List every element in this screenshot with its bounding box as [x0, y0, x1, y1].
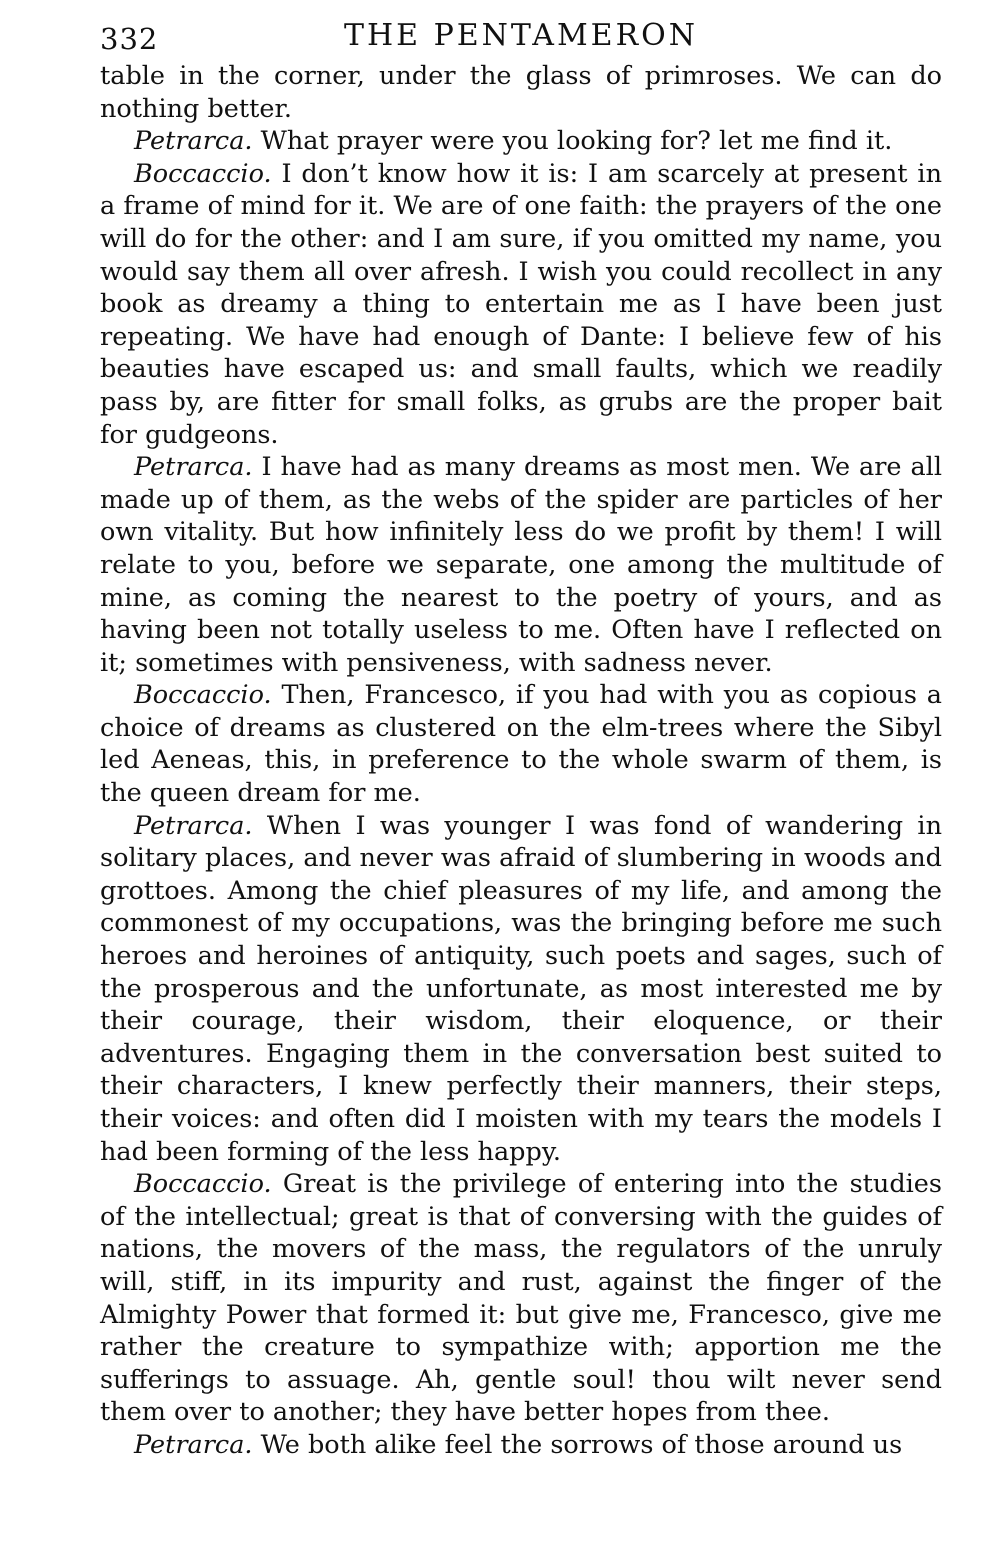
- speaker-name: Petrarca.: [134, 126, 253, 157]
- speaker-name: Boccaccio.: [134, 680, 272, 711]
- running-title: THE PENTAMERON: [343, 18, 699, 53]
- paragraph-boccaccio: [100, 158, 942, 451]
- page-number: 332: [100, 22, 159, 56]
- paragraph-text: I don’t know how it is: I am scarcely at present in a frame of mind for it. We are of one faith: the prayers of the one will do for the other: and I am sure, if you omitted my name, you would say them all over afresh. I wish you could recollect in any book as dreamy a thing to entertain me as I have been just repeating. We have had enough of Dante: I believe few of his beauties have escaped us: and small faults, which we readily pass by, are fitter for small folks, as grubs are the proper bait for gudgeons.: [100, 158, 942, 450]
- speaker-name: Petrarca.: [134, 452, 253, 483]
- running-head: [100, 16, 942, 56]
- speaker-name: Boccaccio.: [134, 158, 272, 189]
- speaker-name: Petrarca.: [134, 810, 253, 841]
- paragraph-text: What prayer were you looking for? let me find it.: [252, 126, 893, 157]
- paragraph-text: I have had as many dreams as most men. We are all made up of them, as the webs of the spider are particles of her own vitality. But how infinitely less do we profit by them! I will relate to you, before we separate, one among the multitude of mine, as coming the nearest to the poetry of yours, and as having been not totally useless to me. Often have I reflected on it; sometimes with pensiveness, with sadness never.: [100, 452, 942, 678]
- paragraph-text: When I was younger I was fond of wandering in solitary places, and never was afraid of slumbering in woods and grottoes. Among the chief pleasures of my life, and among the commonest of my occupations, was the bringing before me such heroes and heroines of antiquity, such poets and sages, such of the prosperous and the unfortunate, as most interested me by their courage, their wisdom, their eloquence, or their adventures. Engaging them in the conversation best suited to their characters, I knew perfectly their manners, their steps, their voices: and often did I moisten with my tears the models I had been forming of the less happy.: [100, 810, 942, 1167]
- speaker-name: Petrarca.: [134, 1429, 253, 1460]
- paragraph-text: table in the corner, under the glass of primroses. We can do nothing better.: [100, 61, 942, 124]
- speaker-name: Boccaccio.: [134, 1169, 272, 1200]
- paragraph-petrarca: [100, 125, 942, 158]
- paragraph-text: Then, Francesco, if you had with you as copious a choice of dreams as clustered on the elm-trees where the Sibyl led Aeneas, this, in preference to the whole swarm of them, is the queen dream for me.: [100, 680, 942, 809]
- book-page: [100, 16, 942, 1462]
- paragraph-petrarca: [100, 451, 942, 679]
- paragraph-petrarca: [100, 1429, 942, 1462]
- paragraph-petrarca: [100, 810, 942, 1169]
- text-body: [100, 60, 942, 1462]
- paragraph-text: We both alike feel the sorrows of those around us: [252, 1429, 903, 1460]
- paragraph-text: Great is the privilege of entering into the studies of the intellectual; great is that of conversing with the guides of nations, the movers of the mass, the regulators of the unruly will, stiff, in its impurity and rust, against the finger of the Almighty Power that formed it: but give me, Francesco, give me rather the creature to sympathize with; apportion me the sufferings to assuage. Ah, gentle soul! thou wilt never send them over to another; they have better hopes from thee.: [100, 1169, 942, 1428]
- paragraph-boccaccio: [100, 679, 942, 809]
- paragraph-continuation: [100, 60, 942, 125]
- paragraph-boccaccio: [100, 1168, 942, 1429]
